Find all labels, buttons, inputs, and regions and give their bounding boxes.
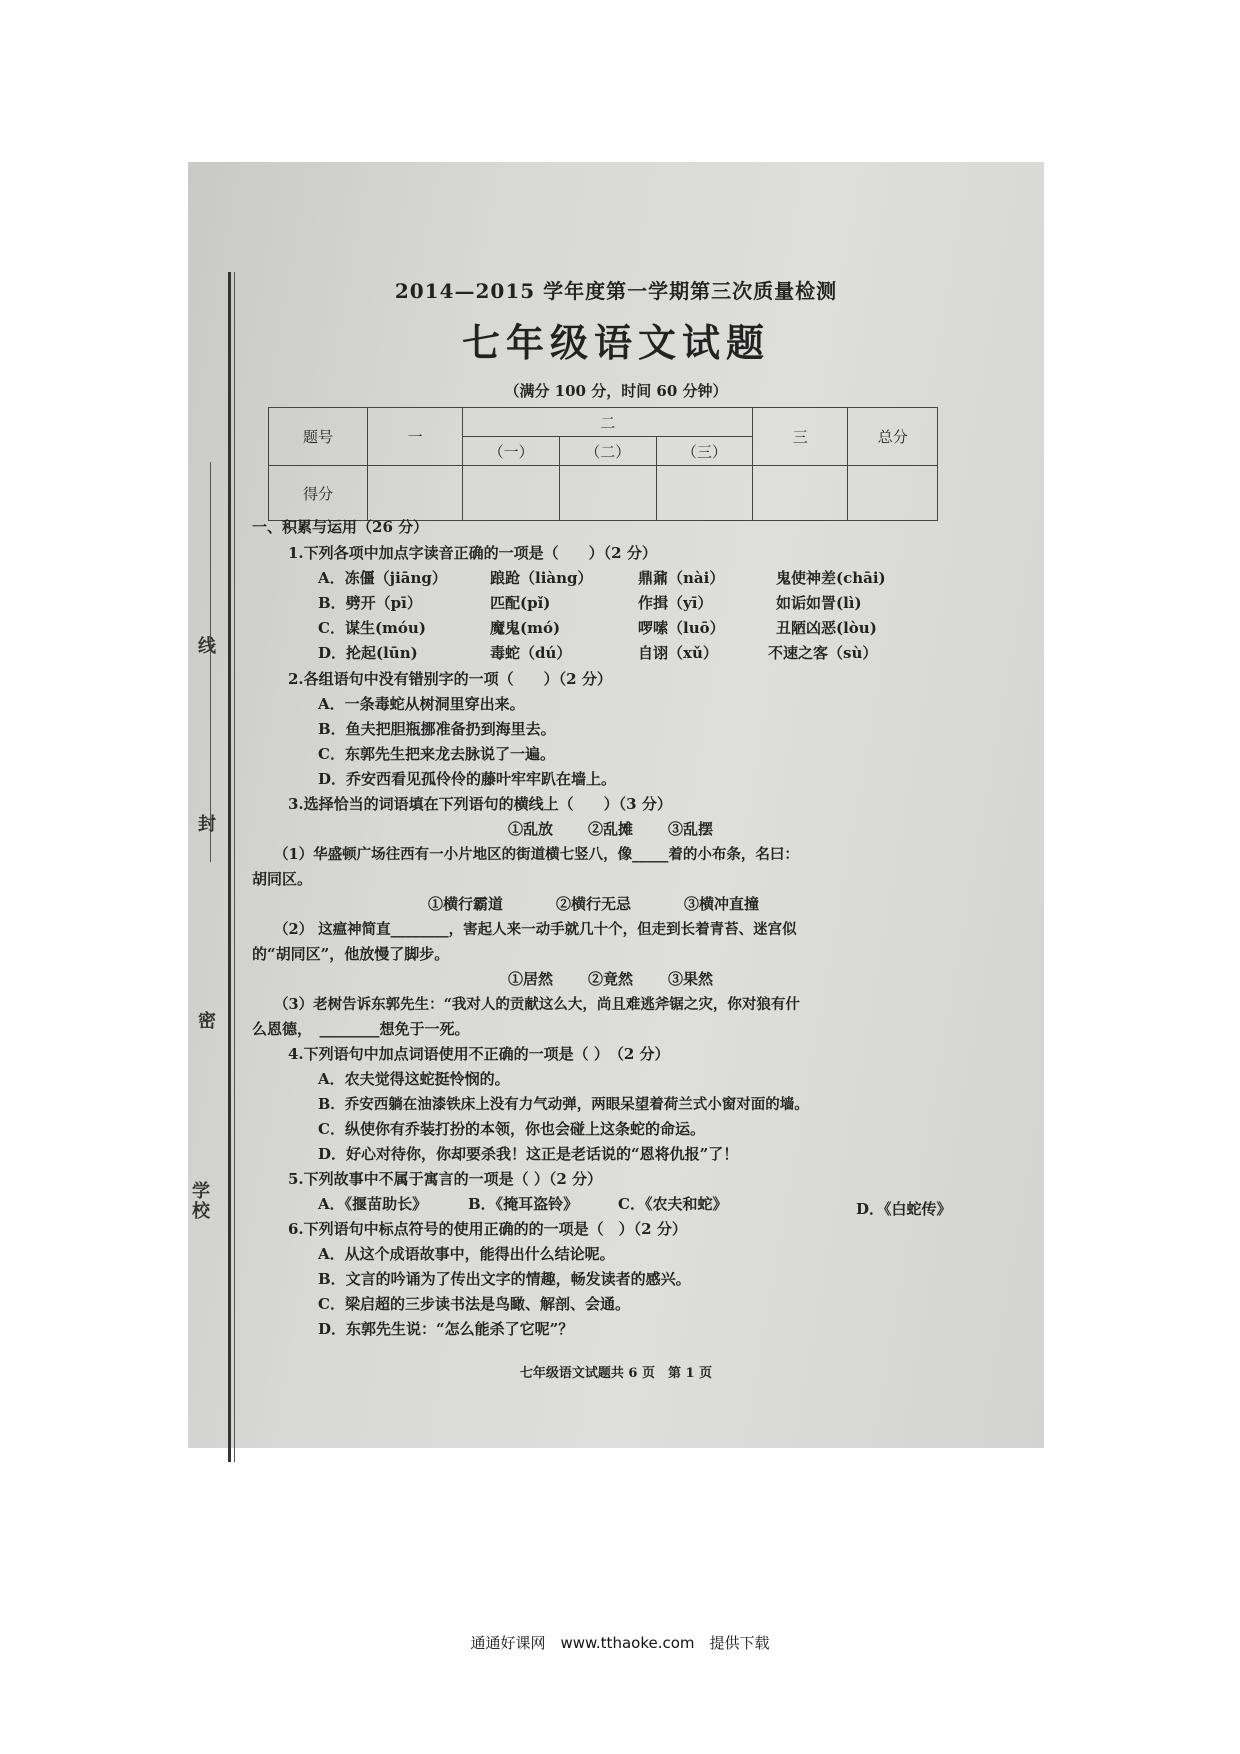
q1-c-2: 魔鬼(mó) xyxy=(490,619,561,637)
cell-total: 总分 xyxy=(848,408,938,466)
download-credit: 通通好课网 www.tthaoke.com 提供下载 xyxy=(470,1634,770,1652)
q2-option-c: C．东郭先生把来龙去脉说了一遍。 xyxy=(318,745,555,763)
q1-a-2: 踉跄（liàng） xyxy=(490,569,593,587)
q1-d-1: D．抡起(lūn) xyxy=(318,644,418,662)
q3-sentence1a: （1）华盛顿广场往西有一小片地区的街道横七竖八，像_____着的小布条，名曰： xyxy=(274,846,799,863)
cell-col2: 二 xyxy=(463,408,753,437)
score-input-2-1[interactable] xyxy=(463,466,560,521)
cell-col2-sub3: （三） xyxy=(656,437,753,466)
section1-title: 一、积累与运用（26 分） xyxy=(252,518,429,536)
q6-option-d: D．东郭先生说：“怎么能杀了它呢”？ xyxy=(318,1320,574,1338)
q3-sentence2a: （2） 这瘟神简直________，害起人来一动手就几十个，但走到长着青苔、迷宫似 xyxy=(274,921,797,938)
q3-choice3-2: ②竟然 xyxy=(588,970,634,988)
q3-choice2-3: ③横冲直撞 xyxy=(684,895,760,913)
q1-b-1: B．劈开（pī） xyxy=(318,594,422,612)
q3-choice1-2: ②乱摊 xyxy=(588,820,634,838)
exam-sheet xyxy=(188,162,1044,1448)
q1-c-1: C．谋生(móu) xyxy=(318,619,426,637)
cell-col3: 三 xyxy=(753,408,848,466)
q2-option-d: D．乔安西看见孤伶伶的藤叶牢牢趴在墙上。 xyxy=(318,770,617,788)
binding-char-secret: 密 xyxy=(198,1011,216,1032)
q2-stem: 2.各组语句中没有错别字的一项（ ）（2 分） xyxy=(288,670,612,688)
score-table xyxy=(268,407,938,521)
q2-option-b: B．鱼夫把胆瓶挪准备扔到海里去。 xyxy=(318,720,556,738)
binding-line xyxy=(228,272,231,1462)
score-input-1[interactable] xyxy=(368,466,463,521)
q6-option-b: B．文言的吟诵为了传出文字的情趣，畅发读者的感兴。 xyxy=(318,1270,691,1288)
score-input-2-2[interactable] xyxy=(559,466,656,521)
binding-line-inner xyxy=(234,272,235,1462)
q3-choice1-3: ③乱摆 xyxy=(668,820,714,838)
cell-row1-label: 题号 xyxy=(269,408,368,466)
q1-b-4: 如诟如詈(lì) xyxy=(776,594,862,612)
q3-choice1-1: ①乱放 xyxy=(508,820,554,838)
q3-sentence3b: 么恩德， ________想免于一死。 xyxy=(252,1020,470,1038)
q2-option-a: A．一条毒蛇从树洞里穿出来。 xyxy=(318,695,525,713)
score-input-total[interactable] xyxy=(848,466,938,521)
q1-d-4: 不速之客（sù） xyxy=(768,644,878,662)
q5-option-c: C．《农夫和蛇》 xyxy=(618,1195,728,1213)
binding-dash xyxy=(210,462,211,862)
score-input-3[interactable] xyxy=(753,466,848,521)
q3-sentence1b: 胡同区。 xyxy=(252,870,313,888)
q1-b-2: 匹配(pǐ) xyxy=(490,594,551,612)
q1-a-4: 鬼使神差(chāi) xyxy=(776,569,886,587)
cell-row2-label: 得分 xyxy=(269,466,368,521)
q3-sentence3a: （3）老树告诉东郭先生：“我对人的贡献这么大，尚且难逃斧锯之灾，你对狼有什 xyxy=(274,996,800,1013)
q6-option-a: A．从这个成语故事中，能得出什么结论呢。 xyxy=(318,1245,615,1263)
q3-choice3-3: ③果然 xyxy=(668,970,714,988)
q1-a-3: 鼎鼐（nài） xyxy=(638,569,725,587)
q4-stem: 4.下列语句中加点词语使用不正确的一项是（ ） （2 分） xyxy=(288,1045,670,1063)
q4-option-c: C．纵使你有乔装打扮的本领，你也会碰上这条蛇的命运。 xyxy=(318,1120,705,1138)
q1-d-2: 毒蛇（dú） xyxy=(490,644,572,662)
q5-option-a: A．《揠苗助长》 xyxy=(318,1195,428,1213)
q3-choice2-1: ①横行霸道 xyxy=(428,895,504,913)
q1-c-3: 啰嗦（luō） xyxy=(638,619,725,637)
q1-stem: 1.下列各项中加点字读音正确的一项是（ ）（2 分） xyxy=(288,544,657,562)
q3-choice3-1: ①居然 xyxy=(508,970,554,988)
cell-col2-sub2: （二） xyxy=(559,437,656,466)
binding-char-school: 学校 xyxy=(192,1181,210,1222)
q1-d-3: 自诩（xǔ） xyxy=(638,644,718,662)
cell-col1: 一 xyxy=(368,408,463,466)
q1-a-1: A．冻僵（jiāng） xyxy=(318,569,447,587)
binding-char-line: 线 xyxy=(198,636,216,657)
score-input-2-3[interactable] xyxy=(656,466,753,521)
exam-photo xyxy=(188,162,1044,1448)
q5-option-d: D．《白蛇传》 xyxy=(856,1200,952,1218)
exam-title: 七年级语文试题 xyxy=(461,320,770,365)
exam-subtitle: 2014—2015 学年度第一学期第三次质量检测 xyxy=(394,279,838,303)
q5-stem: 5.下列故事中不属于寓言的一项是（ ）（2 分） xyxy=(288,1170,603,1188)
q4-option-d: D．好心对待你，你却要杀我！这正是老话说的“恩将仇报”了！ xyxy=(318,1145,739,1163)
q6-option-c: C．梁启超的三步读书法是鸟瞰、解剖、会通。 xyxy=(318,1295,630,1313)
q4-option-a: A．农夫觉得这蛇挺怜悯的。 xyxy=(318,1070,510,1088)
page-footer: 七年级语文试题共 6 页 第 1 页 xyxy=(519,1366,713,1381)
q3-sentence2b: 的“胡同区”，他放慢了脚步。 xyxy=(252,945,450,963)
q1-b-3: 作揖（yī） xyxy=(638,594,713,612)
q3-choice2-2: ②横行无忌 xyxy=(556,895,632,913)
q6-stem: 6.下列语句中标点符号的使用正确的的一项是（ ）（2 分） xyxy=(288,1220,687,1238)
binding-char-seal: 封 xyxy=(198,814,216,835)
q1-c-4: 丑陋凶恶(lòu) xyxy=(776,619,877,637)
cell-col2-sub1: （一） xyxy=(463,437,560,466)
q5-option-b: B．《掩耳盗铃》 xyxy=(468,1195,579,1213)
q4-option-b: B．乔安西躺在油漆铁床上没有力气动弹，两眼呆望着荷兰式小窗对面的墙。 xyxy=(318,1096,809,1113)
exam-meta: （满分 100 分，时间 60 分钟） xyxy=(504,382,728,400)
q3-stem: 3.选择恰当的词语填在下列语句的横线上（ ）（3 分） xyxy=(288,795,672,813)
